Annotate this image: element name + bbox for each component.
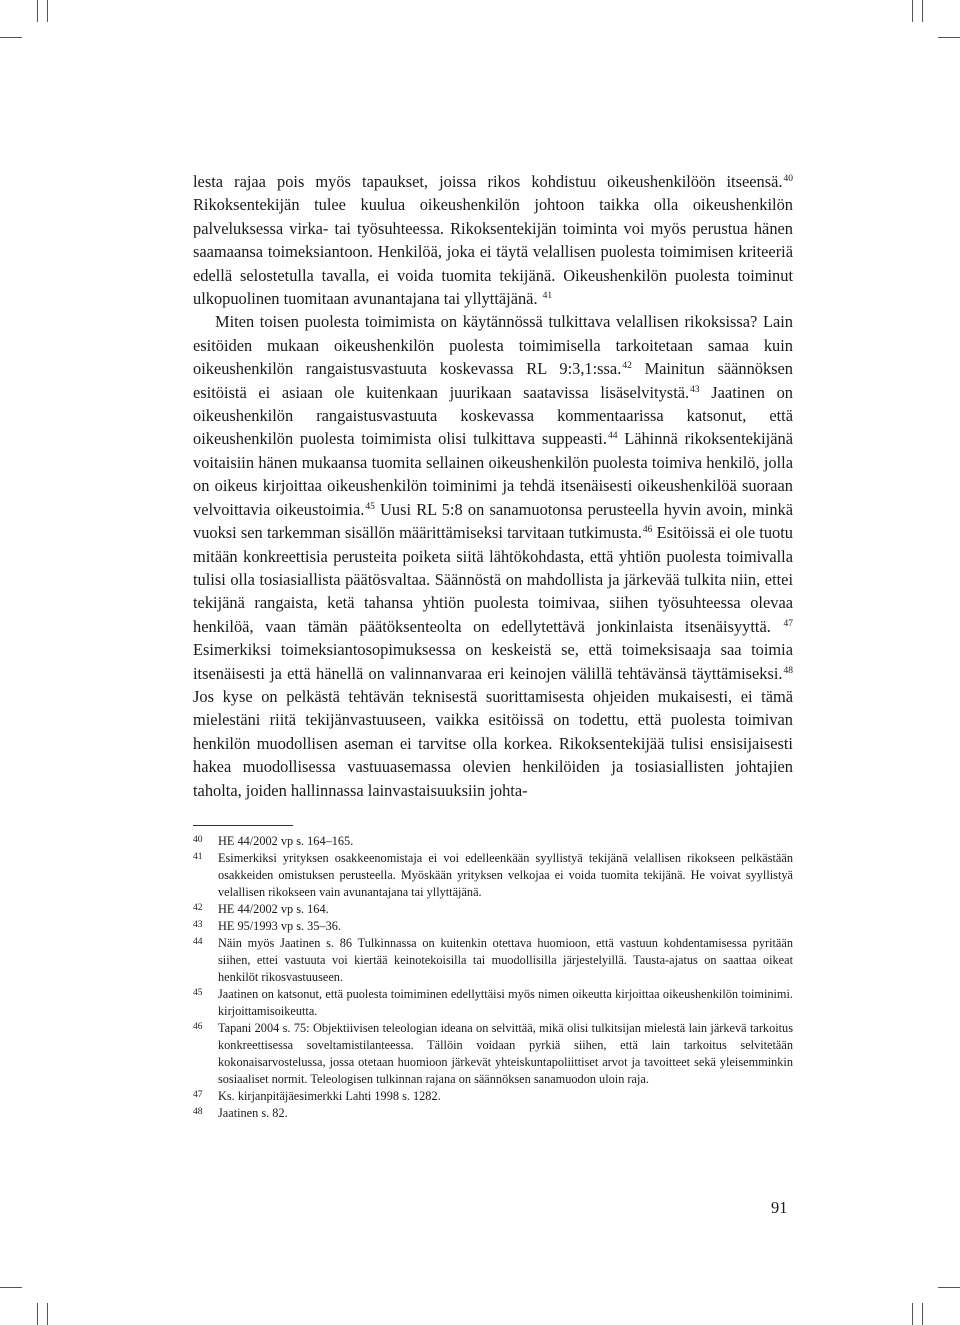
footnote: [193, 1105, 793, 1122]
footnote-text: Näin myös Jaatinen s. 86 Tulkinnassa on kuitenkin otettava huomioon, että vastuun kohdentamisessa pyritään siihen, ettei vastuuta voi kiertää keinotekoisilla tai muodollisilla järjestelyillä. Tausta-ajatus on saattaa oikeat henkilöt rikosvastuuseen.: [218, 936, 793, 984]
text-run: Esitöissä ei ole tuotu mitään konkreettisia perusteita poiketa siitä lähtökohdasta, että yhtiön puolesta toimivalla tulisi olla tosiasiallista päätösvaltaa. Säännöstä on mahdollista ja järkevää tulkita niin, ettei tekijänä rangaista, ketä tahansa yhtiön puolesta toimivaa, siihen työsuhteessa olevaa henkilöä, vaan tämän päätöksenteolta on edellytettävä jonkinlaista itsenäisyyttä.: [193, 523, 794, 636]
footnote-reference: 46: [642, 525, 653, 536]
footnote-number: 43: [193, 920, 203, 930]
footnote-text: Ks. kirjanpitäjäesimerkki Lahti 1998 s. 1282.: [218, 1089, 441, 1103]
footnote: [193, 901, 793, 918]
text-run: Lähinnä rikoksentekijänä voitaisiin hänen mukaansa tuomita sellainen oikeushenkilön puolesta toimiva henkilö, jolla on oikeus kirjoittaa oikeushenkilön toiminimi ja tehdä itsenäisesti oikeushenkilöä suoraan velvoittavia oikeustoimia.: [193, 429, 793, 519]
text-run: Miten toisen puolesta toimimista on käytännössä tulkittava velallisen rikoksissa? Lain esitöiden mukaan oikeushenkilön puolesta toimimisella tarkoitetaan samaa kuin oikeushenkilön rangaistusvastuuta koskevassa RL 9:3,1:ssa.: [193, 312, 793, 379]
body-paragraph: [193, 310, 793, 802]
footnote-number: 42: [193, 903, 203, 913]
footnote: [193, 935, 793, 986]
footnote: [193, 1020, 793, 1088]
footnote-reference: 45: [365, 501, 375, 512]
footnote-reference: 43: [690, 384, 700, 395]
footnote-text: Jaatinen on katsonut, että puolesta toimiminen edellyttäisi myös nimen oikeutta kirjoittaa oikeushenkilön toiminimi. kirjoittamisoikeutta.: [218, 987, 793, 1018]
text-run: Rikoksentekijän tulee kuulua oikeushenkilön johtoon taikka olla oikeushenkilön palveluksessa virka- tai työsuhteessa. Rikoksentekijän toiminta voi myös perustua hänen saamaansa toimeksiantoon. Henkilöä, joka ei täytä velallisen puolesta toimimisen kriteeriä edellä selostetulla tavalla, ei voida tuomita tekijänä. Oikeushenkilön puolesta toiminut ulkopuolinen tuomitaan avunantajana tai yllyttäjänä.: [193, 195, 793, 309]
text-run: lesta rajaa pois myös tapaukset, joissa rikos kohdistuu oikeushenkilöön itseensä.: [193, 172, 783, 191]
footnote-reference: 42: [622, 361, 632, 372]
footnote-text: Jaatinen s. 82.: [218, 1106, 288, 1120]
footnote-text: HE 95/1993 vp s. 35–36.: [218, 919, 341, 933]
footnote-number: 48: [193, 1107, 203, 1117]
text-run: Jos kyse on pelkästä tehtävän teknisestä suorittamisesta ohjeiden mukaisesti, ei tämä mielestäni riitä tekijänvastuuseen, vaikka esitöissä on todettu, että puolesta toimivan henkilön muodollisen aseman ei tarvitse olla korkea. Rikoksentekijää tulisi ensisijaisesti hakea muodollisessa vastuuasemassa olevien henkilöiden ja tosiasiallisten johtajien taholta, joiden hallinnassa lainvastaisuuksiin johta-: [193, 686, 793, 800]
footnote-reference: 47: [783, 618, 793, 629]
footnote-reference: 44: [607, 431, 618, 442]
footnote-reference: 40: [783, 174, 793, 184]
footnote-number: 46: [193, 1022, 203, 1032]
footnote-number: 41: [193, 852, 203, 862]
body-text: [193, 170, 793, 802]
footnote-text: Esimerkiksi yrityksen osakkeenomistaja ei voi edelleenkään syyllistyä tekijänä velallisen rikokseen pelkästään osakkeiden omistuksen perusteella. Myöskään yrityksen velkojaa ei voida tuomita tekijänä. He voivat syyllistyä velallisen rikokseen vain avunantajana tai yllyttäjänä.: [218, 851, 793, 899]
text-run: Jaatinen on oikeushenkilön rangaistusvastuuta koskevassa kommentaarissa katsonut, että oikeushenkilön puolesta toimimista olisi tulkittava suppeasti.: [193, 382, 793, 449]
footnote: [193, 833, 793, 850]
page-number: 91: [771, 1198, 788, 1217]
footnote-number: 44: [193, 937, 203, 947]
footnote-text: HE 44/2002 vp s. 164–165.: [218, 834, 354, 848]
body-paragraph: [193, 170, 793, 310]
footnote: [193, 918, 793, 935]
footnote-text: Tapani 2004 s. 75: Objektiivisen teleologian ideana on selvittää, mikä olisi tulkitsijan mielestä lain järkevä tarkoitus konkreettisessa soveltamistilanteessa. Tällöin voidaan pyrkiä siihen, että lain tarkoitus selvitetään kokonaisarvostelussa, jossa otetaan huomioon järkevät yhteiskuntapoliittiset arvot ja tavoitteet sekä yleisemminkin sosiaaliset normit. Teleologisen tulkinnan rajana on säännöksen sanamuodon uloin raja.: [218, 1021, 793, 1086]
footnote-text: HE 44/2002 vp s. 164.: [218, 902, 329, 916]
footnote-separator: [193, 825, 293, 826]
text-run: Uusi RL 5:8 on sanamuotonsa perusteella hyvin avoin, minkä vuoksi sen tarkemman sisällön määrittämiseksi tarvitaan tutkimusta.: [193, 499, 793, 543]
text-run: Esimerkiksi toimeksiantosopimuksessa on keskeistä se, että toimeksisaaja saa toimia itsenäisesti ja että hänellä on valinnanvaraa eri keinojen välillä tehtävänsä täyttämiseksi.: [193, 640, 793, 683]
text-run: Mainitun säännöksen esitöistä ei asiaan ole kuitenkaan juurikaan saatavissa lisäselvitystä.: [193, 359, 794, 402]
footnote-number: 47: [193, 1090, 203, 1100]
footnote: [193, 1088, 793, 1105]
footnote-number: 40: [193, 835, 203, 845]
footnote: [193, 850, 793, 901]
footnotes: [193, 833, 793, 1122]
footnote-number: 45: [193, 988, 203, 998]
footnote: [193, 986, 793, 1020]
footnote-reference: 41: [542, 291, 553, 302]
footnote-reference: 48: [783, 665, 793, 676]
